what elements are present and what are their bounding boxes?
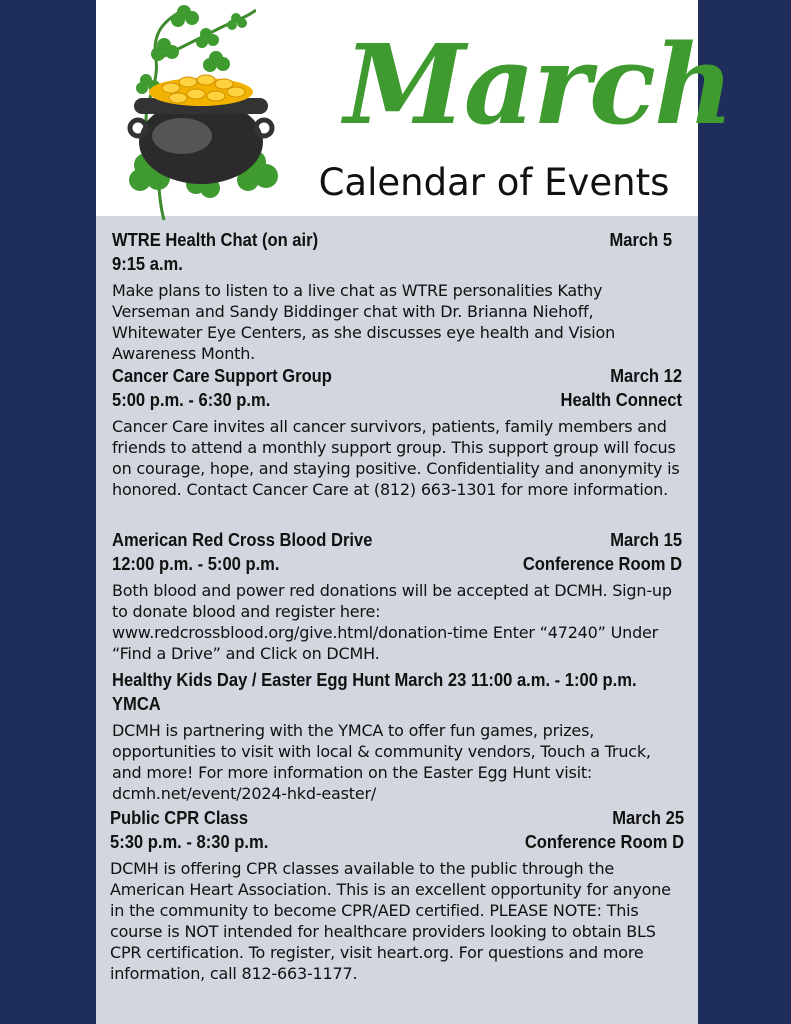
- event-date: March 12: [610, 366, 682, 386]
- event-title: Cancer Care Support Group: [112, 366, 332, 386]
- event-description: Make plans to listen to a live chat as WTRE personalities Kathy Verseman and Sandy Biddinger chat with Dr. Brianna Niehoff, Whitewater Eye Centers, as she discusses eye health and Vision Awareness Month.: [112, 281, 616, 363]
- event-description: Both blood and power red donations will be accepted at DCMH. Sign-up to donate blood and register here: www.redcrossblood.org/give.html/donation-time Enter “47240” Under “Find a Drive” and Click on DCMH.: [112, 581, 672, 663]
- pot-of-gold-icon: [126, 50, 286, 200]
- event-healthy-kids-day: [112, 668, 682, 804]
- event-date: March 15: [610, 530, 682, 550]
- page-subtitle: Calendar of Events: [318, 161, 670, 204]
- header: [96, 0, 732, 216]
- event-location: Conference Room D: [522, 554, 682, 574]
- event-description: Cancer Care invites all cancer survivors, patients, family members and friends to attend a monthly support group. This support group will focus on courage, hope, and staying positive. Confidentiality and anonymity is honored. Contact Cancer Care at (812) 663-1301 for more information.: [112, 417, 680, 499]
- event-time: 5:30 p.m. - 8:30 p.m.: [110, 832, 269, 852]
- page-title: March: [344, 20, 732, 149]
- event-time: 9:15 a.m.: [112, 254, 183, 274]
- event-title: Public CPR Class: [110, 808, 249, 828]
- event-description: DCMH is offering CPR classes available to the public through the American Heart Association. This is an excellent opportunity for anyone in the community to become CPR/AED certified. PLEASE NOTE: This course is NOT intended for healthcare providers looking to obtain BLS CPR certification. To register, visit heart.org. For questions and more information, call 812-663-1177.: [110, 859, 671, 983]
- event-title: Healthy Kids Day / Easter Egg Hunt March 23 11:00 a.m. - 1:00 p.m. YMCA: [112, 670, 637, 714]
- event-time: 12:00 p.m. - 5:00 p.m.: [112, 554, 280, 574]
- event-location: Health Connect: [560, 390, 682, 410]
- event-wtre-health-chat: [112, 228, 682, 364]
- event-description: DCMH is partnering with the YMCA to offer fun games, prizes, opportunities to visit with local & community vendors, Touch a Truck, and more! For more information on the Easter Egg Hunt visit: dcmh.net/event/2024-hkd-easter/: [112, 721, 651, 803]
- event-title: American Red Cross Blood Drive: [112, 530, 373, 550]
- event-date: March 25: [612, 808, 684, 828]
- event-date: March 5: [609, 230, 672, 250]
- event-title: WTRE Health Chat (on air): [112, 230, 319, 250]
- event-location: Conference Room D: [524, 832, 684, 852]
- event-cancer-care: [112, 364, 682, 500]
- event-public-cpr: [110, 806, 684, 984]
- event-time: 5:00 p.m. - 6:30 p.m.: [112, 390, 271, 410]
- calendar-panel: [96, 0, 732, 1024]
- event-blood-drive: [112, 528, 682, 664]
